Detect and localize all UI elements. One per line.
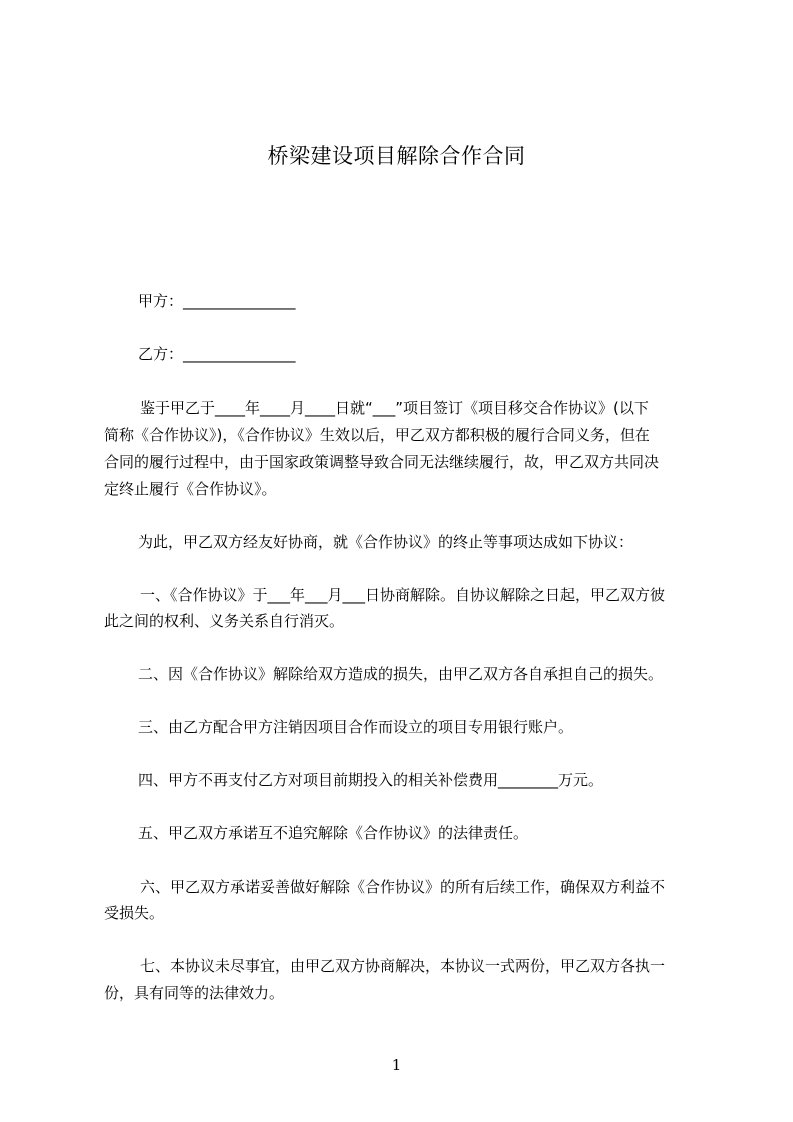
clause-5: 五、甲乙双方承诺互不追究解除《合作协议》的法律责任。 xyxy=(138,824,529,842)
clause-1-line-2: 此之间的权利、义务关系自行消灭。 xyxy=(104,612,345,630)
clause-1-line-1: 一、《合作协议》于___年___月___日协商解除。自协议解除之日起，甲乙双方彼 xyxy=(140,586,666,604)
clause-6-line-1: 六、甲乙双方承诺妥善做好解除《合作协议》的所有后续工作，确保双方利益不 xyxy=(140,878,666,896)
party-a-line: 甲方：_______________ xyxy=(138,292,296,310)
clause-2: 二、因《合作协议》解除给双方造成的损失，由甲乙双方各自承担自己的损失。 xyxy=(138,665,664,683)
preamble-line-1: 鉴于甲乙于____年____月____日就“___”项目签订《项目移交合作协议》(以下 xyxy=(140,399,649,417)
party-b-line: 乙方：_______________ xyxy=(138,345,296,363)
clause-7-line-1: 七、本协议未尽事宜，由甲乙双方协商解决，本协议一式两份，甲乙双方各执一 xyxy=(140,957,666,975)
preamble-line-3: 合同的履行过程中，由于国家政策调整导致合同无法继续履行，故，甲乙双方共同决 xyxy=(104,453,660,471)
preamble-line-2: 简称《合作协议》)，《合作协议》生效以后，甲乙双方都积极的履行合同义务，但在 xyxy=(104,426,650,444)
clause-3: 三、由乙方配合甲方注销因项目合作而设立的项目专用银行账户。 xyxy=(138,718,574,736)
preamble-line-4: 定终止履行《合作协议》。 xyxy=(104,480,277,498)
intro-paragraph: 为此，甲乙双方经友好协商，就《合作协议》的终止等事项达成如下协议： xyxy=(138,533,634,551)
clause-7-line-2: 份，具有同等的法律效力。 xyxy=(104,984,285,1002)
document-title: 桥梁建设项目解除合作合同 xyxy=(267,144,526,168)
page-number: 1 xyxy=(391,1056,402,1074)
clause-6-line-2: 受损失。 xyxy=(104,904,165,922)
clause-4: 四、甲方不再支付乙方对项目前期投入的相关补偿费用________万元。 xyxy=(138,771,604,789)
